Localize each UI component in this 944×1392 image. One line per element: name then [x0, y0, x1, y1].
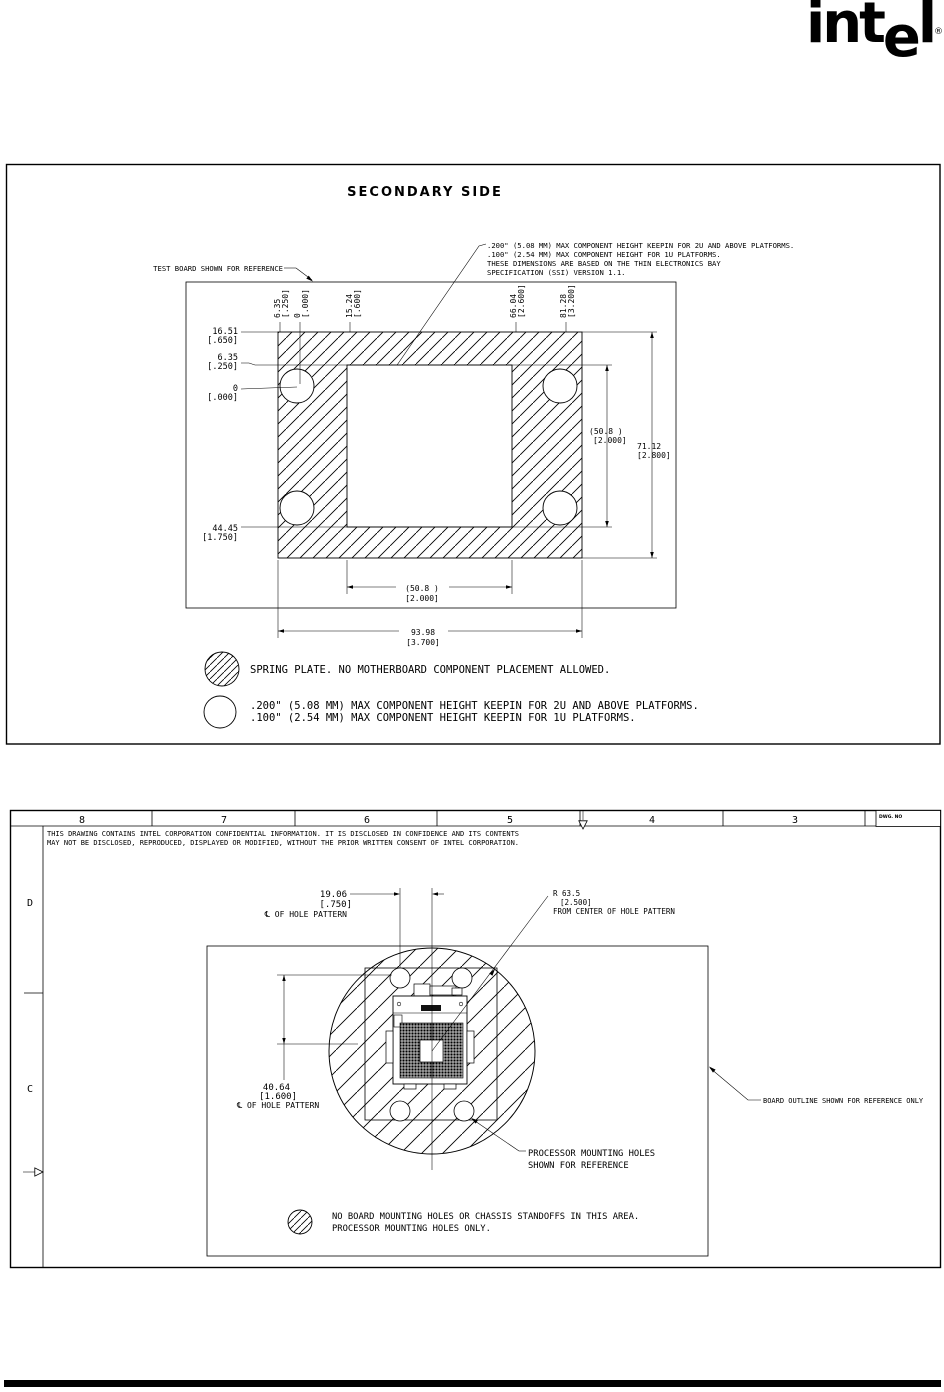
dim-top-2-mm: 0 — [293, 313, 302, 318]
dim-hole-pattern-horizontal — [264, 890, 444, 919]
dim-v-centerline-label: ℄ OF HOLE PATTERN — [237, 1101, 320, 1110]
dim-top-2-in: [.000] — [301, 289, 310, 318]
keepout-note — [288, 1210, 639, 1234]
legend-keepin-line1: .200" (5.08 MM) MAX COMPONENT HEIGHT KEEPIN FOR 2U AND ABOVE PLATFORMS. — [250, 700, 699, 712]
dim-h-centerline-label: ℄ OF HOLE PATTERN — [264, 910, 347, 919]
dim-top-5-in: [3.200] — [567, 284, 576, 318]
socket-tab-left — [386, 1031, 393, 1063]
dim-left-1-mm: 16.51 — [212, 327, 238, 337]
zone-rows — [23, 898, 43, 1176]
confidential-line1: THIS DRAWING CONTAINS INTEL CORPORATION CONFIDENTIAL INFORMATION. IT IS DISCLOSED IN CONFIDENCE AND ITS CONTENTS — [47, 830, 520, 838]
dim-window-v-mm: (50.8 ) — [589, 427, 623, 436]
board-outline-label: BOARD OUTLINE SHOWN FOR REFERENCE ONLY — [763, 1097, 924, 1105]
confidential-notice — [47, 830, 519, 847]
dim-top-4-mm: 66.04 — [509, 293, 518, 318]
row-label-c: C — [27, 1084, 34, 1095]
processor-hole-top-left — [390, 968, 410, 988]
dim-plate-v-mm: 71.12 — [637, 442, 662, 451]
radius-value-mm: R 63.5 — [553, 889, 581, 898]
dim-window-horizontal — [347, 560, 512, 603]
svg-text:.200" (5.08 MM) MAX COMPONENT: .200" (5.08 MM) MAX COMPONENT HEIGHT KEEPIN FOR 2U AND ABOVE PLATFORMS. — [487, 241, 795, 250]
dim-left-4-in: [1.750] — [202, 533, 238, 543]
keepin-hole-top-left — [280, 369, 314, 403]
keepout-note-line1: NO BOARD MOUNTING HOLES OR CHASSIS STANDOFFS IN THIS AREA. — [332, 1212, 640, 1222]
dim-left-2-mm: 6.35 — [217, 353, 238, 363]
footer-rule — [4, 1380, 941, 1387]
dim-left-2-in: [.250] — [207, 362, 238, 372]
processor-holes-line1: PROCESSOR MOUNTING HOLES — [528, 1149, 656, 1159]
dim-top-5-mm: 81.28 — [559, 293, 568, 318]
spring-plate-swatch — [205, 652, 239, 686]
legend-keepin — [204, 696, 699, 728]
keepout-note-line2: PROCESSOR MOUNTING HOLES ONLY. — [332, 1224, 491, 1234]
drawing1-secondary-side — [7, 165, 941, 745]
dim-left-3-mm: 0 — [232, 384, 238, 394]
intel-logo-l: l — [917, 0, 935, 56]
test-board-callout — [153, 264, 313, 282]
intel-logo-int: int — [806, 0, 883, 56]
dim-v-mm: 40.64 — [262, 1083, 290, 1093]
processor-hole-top-right — [452, 968, 472, 988]
dim-plate-horizontal — [278, 560, 582, 647]
svg-text:TEST BOARD SHOWN FOR REFERENCE: TEST BOARD SHOWN FOR REFERENCE — [153, 264, 283, 273]
zone-column-3: 3 — [791, 815, 799, 826]
processor-holes-line2: SHOWN FOR REFERENCE — [528, 1161, 629, 1171]
keepin-hole-top-right — [543, 369, 577, 403]
dim-left-4-mm: 44.45 — [212, 524, 238, 534]
keepin-hole-bottom-right — [543, 491, 577, 525]
dim-plate-vertical — [582, 332, 671, 558]
svg-text:THESE DIMENSIONS ARE BASED ON: THESE DIMENSIONS ARE BASED ON THE THIN ELECTRONICS BAY — [487, 259, 721, 268]
dim-window-h-in: [2.000] — [405, 594, 439, 603]
dim-plate-h-mm: 93.98 — [410, 628, 436, 637]
zone-column-4: 4 — [648, 815, 656, 826]
dim-window-h-mm: (50.8 ) — [405, 584, 439, 593]
dim-top-1-in: [.250] — [281, 289, 290, 318]
intel-logo-e: e — [882, 5, 918, 70]
socket-center-cavity — [420, 1040, 443, 1062]
keepout-window — [347, 365, 512, 527]
legend-spring-plate-label: SPRING PLATE. NO MOTHERBOARD COMPONENT PLACEMENT ALLOWED. — [250, 664, 611, 676]
registered-mark: ® — [934, 27, 943, 37]
processor-socket — [386, 984, 474, 1089]
dim-top-3-mm: 15.24 — [345, 293, 354, 318]
secondary-side-title: SECONDARY SIDE — [347, 185, 503, 200]
zone-column-6: 6 — [363, 815, 371, 826]
row-label-d: D — [27, 898, 34, 909]
socket-label — [421, 1005, 441, 1011]
dwg-no-label: DWG. NO — [879, 815, 903, 820]
processor-hole-bottom-left — [390, 1101, 410, 1121]
dim-plate-v-in: [2.800] — [637, 451, 671, 460]
legend-keepin-line2: .100" (2.54 MM) MAX COMPONENT HEIGHT KEEPIN FOR 1U PLATFORMS. — [250, 712, 636, 724]
radius-value-in: [2.500] — [560, 898, 592, 907]
dim-left-1-in: [.650] — [207, 336, 238, 346]
zone-column-5: 5 — [506, 815, 514, 826]
zone-column-7: 7 — [220, 815, 228, 826]
board-outline-callout — [709, 1067, 924, 1106]
radius-note: FROM CENTER OF HOLE PATTERN — [553, 907, 675, 916]
svg-text:.100" (2.54 MM) MAX COMPONENT: .100" (2.54 MM) MAX COMPONENT HEIGHT FOR 1U PLATFORMS. — [487, 250, 721, 259]
dim-left-3-in: [.000] — [207, 393, 238, 403]
dim-h-mm: 19.06 — [319, 890, 347, 900]
dim-v-in: [1.600] — [259, 1092, 297, 1102]
title-block-stub — [876, 811, 941, 827]
zone-column-8: 8 — [78, 815, 86, 826]
dim-h-in: [.750] — [319, 900, 352, 910]
drawing2-keepout-sheet — [11, 811, 941, 1268]
keepin-hole-bottom-left — [280, 491, 314, 525]
confidential-line2: MAY NOT BE DISCLOSED, REPRODUCED, DISPLAYED OR MODIFIED, WITHOUT THE PRIOR WRITTEN CONSENT OF INTEL CORPORATION. — [47, 839, 520, 847]
socket-tab-right — [467, 1031, 474, 1063]
note-hatch-swatch — [288, 1210, 312, 1234]
dim-top-3-in: [.600] — [353, 289, 362, 318]
keepin-swatch — [204, 696, 236, 728]
row-center-marker-icon — [35, 1168, 43, 1176]
dim-plate-h-in: [3.700] — [406, 638, 440, 647]
dim-window-vertical — [589, 365, 627, 527]
dim-top-1-mm: 6.35 — [273, 298, 282, 318]
svg-text:SPECIFICATION (SSI) VERSION 1.: SPECIFICATION (SSI) VERSION 1.1. — [487, 268, 626, 277]
dim-window-v-in: [2.000] — [593, 436, 627, 445]
legend-spring-plate — [205, 652, 610, 686]
dim-top-4-in: [2.600] — [517, 284, 526, 318]
